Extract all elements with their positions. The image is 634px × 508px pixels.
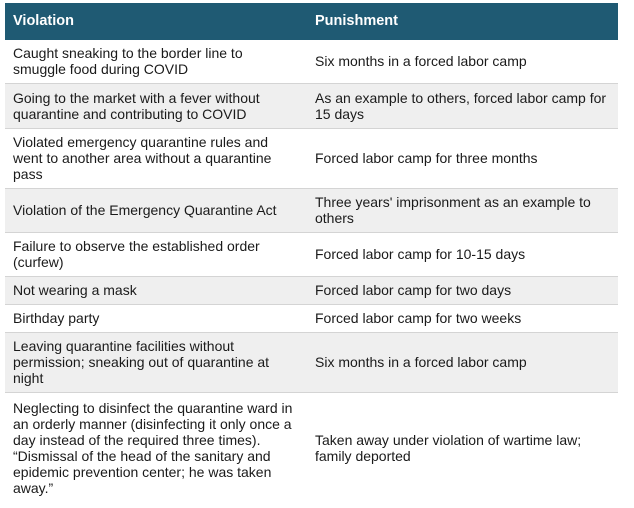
punishment-cell: Forced labor camp for three months [307,128,618,188]
violation-cell: Caught sneaking to the border line to smuggle food during COVID [5,39,307,83]
violation-cell: Not wearing a mask [5,276,307,304]
punishment-cell: Forced labor camp for 10-15 days [307,232,618,276]
table-row [5,332,618,392]
table-body [5,39,618,504]
violation-cell: Violated emergency quarantine rules and went to another area without a quarantine pass [5,128,307,188]
violation-cell: Violation of the Emergency Quarantine Act [5,188,307,232]
table-row [5,276,618,304]
punishment-cell: Forced labor camp for two days [307,276,618,304]
punishment-cell: Taken away under violation of wartime law; family deported [307,392,618,504]
violation-cell: Leaving quarantine facilities without permission; sneaking out of quarantine at night [5,332,307,392]
punishment-cell: Six months in a forced labor camp [307,332,618,392]
table-row [5,83,618,128]
header-violation: Violation [5,3,307,39]
punishment-cell: Forced labor camp for two weeks [307,304,618,332]
table-header [5,3,618,39]
table-row [5,392,618,504]
table-row [5,128,618,188]
header-row [5,3,618,39]
punishment-cell: Three years' imprisonment as an example to others [307,188,618,232]
violation-cell: Failure to observe the established order (curfew) [5,232,307,276]
table-row [5,232,618,276]
violation-cell: Neglecting to disinfect the quarantine ward in an orderly manner (disinfecting it only once a day instead of the required three times). “Dismissal of the head of the sanitary and epidemic prevention center; he was taken away.” [5,392,307,504]
violations-table [5,3,618,504]
table-row [5,304,618,332]
punishment-cell: Six months in a forced labor camp [307,39,618,83]
violations-table-container [5,3,618,504]
table-row [5,188,618,232]
violation-cell: Going to the market with a fever without quarantine and contributing to COVID [5,83,307,128]
header-punishment: Punishment [307,3,618,39]
violation-cell: Birthday party [5,304,307,332]
punishment-cell: As an example to others, forced labor camp for 15 days [307,83,618,128]
table-row [5,39,618,83]
